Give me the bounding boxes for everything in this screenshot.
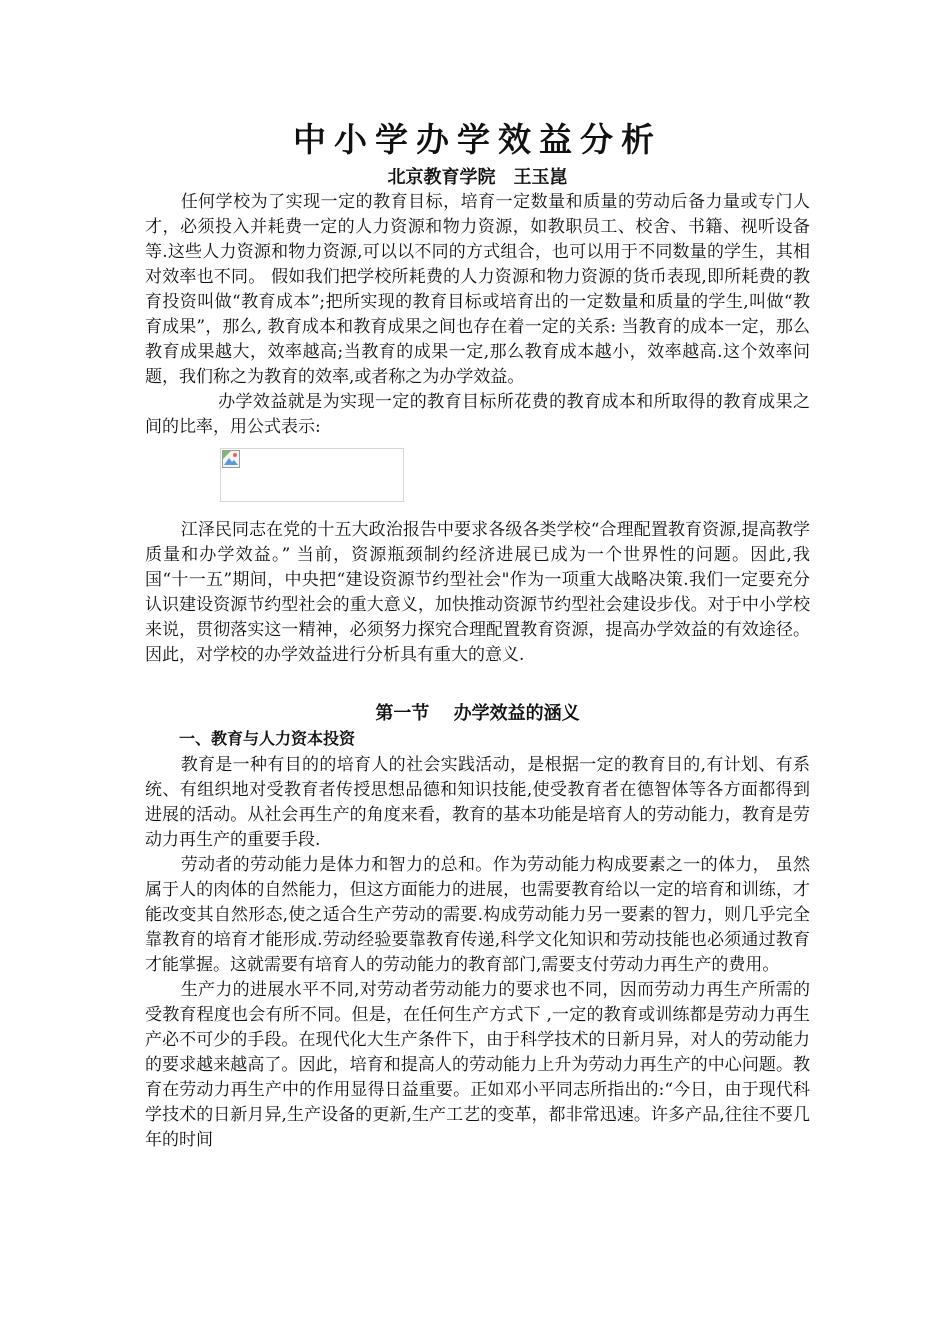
subsection-heading: 一、教育与人力资本投资 (179, 729, 356, 748)
broken-image-icon (222, 450, 240, 468)
policy-paragraph: 江泽民同志在党的十五大政治报告中要求各级各类学校“合理配置教育资源,提高教学质量和办学效益。” 当前，资源瓶颈制约经济进展已成为一个世界性的问题。因此,我国“十一五”期间，中央把“建设资源节约型社会"作为一项重大战略决策.我们一定要充分认识建设资源节约型社会的重大意义，加快推动资源节约型社会建设步伐。对于中小学校来说，贯彻落实这一精神，必须努力探究合理配置教育资源，提高办学效益的有效途径。因此，对学校的办学效益进行分析具有重大的意义. (145, 520, 810, 665)
section-heading: 第一节 办学效益的涵义 (375, 703, 580, 724)
section-spacer (145, 668, 810, 691)
formula-image-placeholder (220, 448, 404, 502)
author-byline: 北京教育学院 王玉崑 (387, 167, 568, 188)
document-page (145, 118, 810, 1153)
intro-paragraph: 任何学校为了实现一定的教育目标，培育一定数量和质量的劳动后备力量或专门人才，必须投入并耗费一定的人力资源和物力资源，如教职员工、校舍、书籍、视听设备等.这些人力资源和物力资源,可以以不同的方式组合，也可以用于不同数量的学生，其相对效率也不同。 假如我们把学校所耗费的人力资源和物力资源的货币表现,即所耗费的教育投资叫做“教育成本”;把所实现的教育目标或培育出的一定数量和质量的学生,叫做“教育成果”，那么, 教育成本和教育成果之间也存在着一定的关系: 当教育的成本一定，那么教育成果越大，效率越高;当教育的成果一定,那么教育成本越小，效率越高.这个效率问题，我们称之为教育的效率,或者称之为办学效益。 (145, 192, 810, 387)
body-paragraph: 生产力的进展水平不同,对劳动者劳动能力的要求也不同，因而劳动力再生产所需的受教育程度也会有所不同。但是，在任何生产方式下 ,一定的教育或训练都是劳动力再生产必不可少的手段。在现代化大生产条件下，由于科学技术的日新月异，对人的劳动能力的要求越来越高了。因此，培育和提高人的劳动能力上升为劳动力再生产的中心问题。教育在劳动力再生产中的作用显得日益重要。正如邓小平同志所指出的:“今日，由于现代科学技术的日新月异,生产设备的更新,生产工艺的变革，都非常迅速。许多产品,往往不要几年的时间 (145, 980, 810, 1150)
document-title: 中小学办学效益分析 (293, 120, 662, 159)
intro-paragraph: 办学效益就是为实现一定的教育目标所花费的教育成本和所取得的教育成果之间的比率，用公式表示: (145, 392, 810, 437)
body-paragraph: 劳动者的劳动能力是体力和智力的总和。作为劳动能力构成要素之一的体力， 虽然属于人的肉体的自然能力，但这方面能力的进展，也需要教育给以一定的培育和训练，才能改变其自然形态,使之适合生产劳动的需要.构成劳动能力另一要素的智力，则几乎完全靠教育的培育才能形成.劳动经验要靠教育传递,科学文化知识和劳动技能也必须通过教育才能掌握。这就需要有培育人的劳动能力的教育部门,需要支付劳动力再生产的费用。 (145, 855, 810, 975)
body-paragraph: 教育是一种有目的的培育人的社会实践活动，是根据一定的教育目的,有计划、有系统、有组织地对受教育者传授思想品德和知识技能,使受教育者在德智体等各方面都得到进展的活动。从社会再生产的角度来看，教育的基本功能是培育人的劳动能力，教育是劳动力再生产的重要手段. (145, 755, 810, 850)
